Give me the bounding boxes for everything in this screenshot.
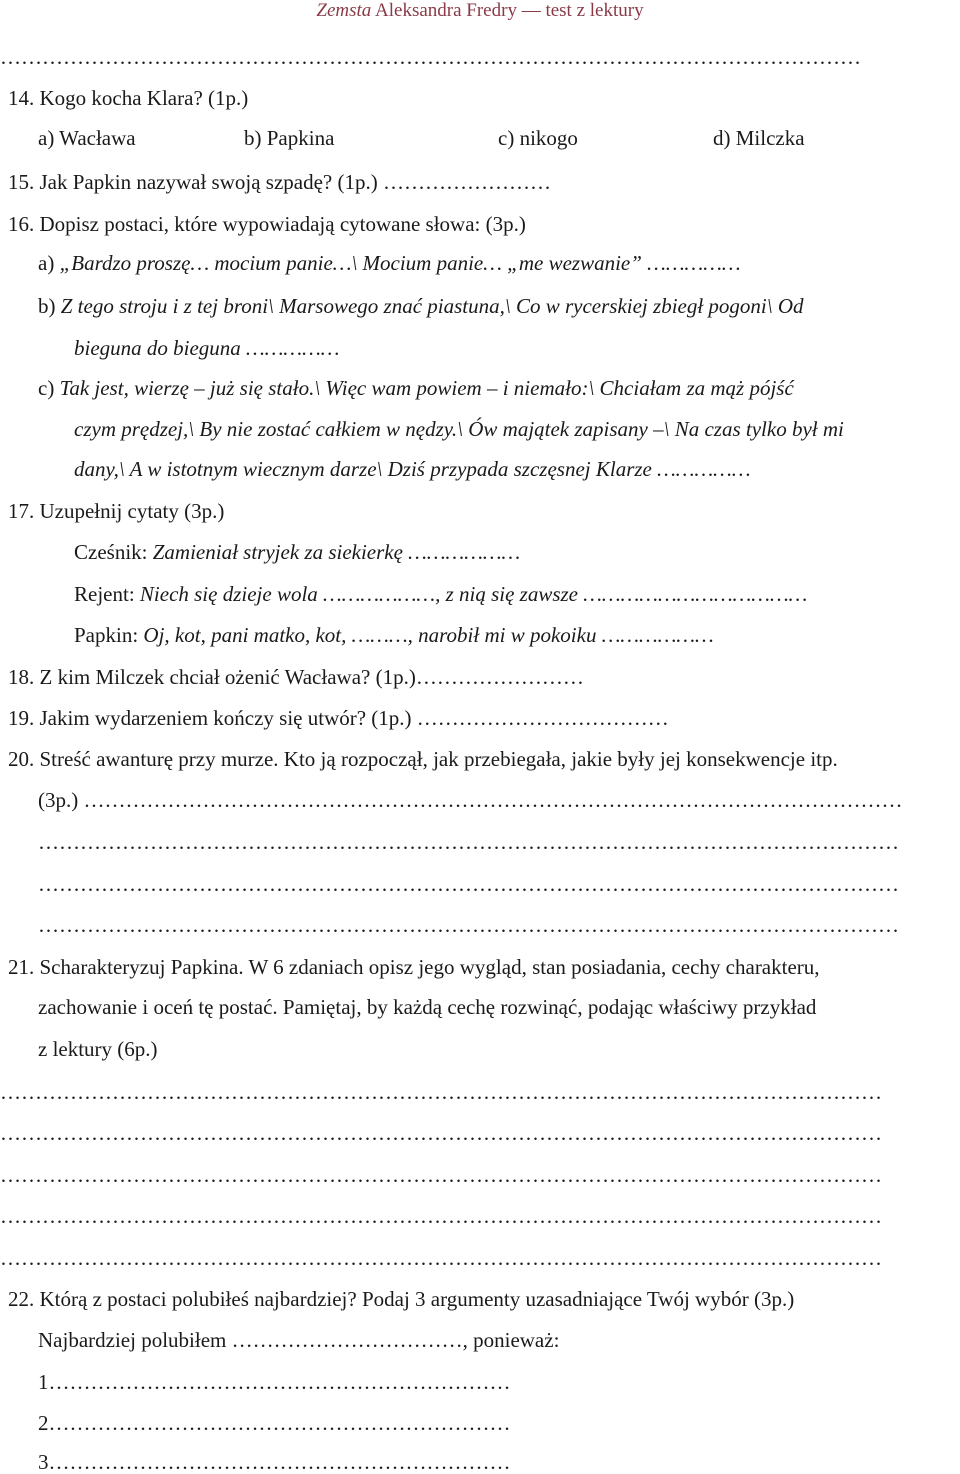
question-21-line3: z lektury (6p.) (38, 1037, 158, 1061)
option-b: b) Papkina (244, 126, 335, 150)
answer-dots: …………………………………………………………………………………………………………… (0, 45, 861, 69)
question-22-line2: Najbardziej polubiłem ……………………………, ponieważ: (38, 1328, 560, 1352)
header-title-rest: Aleksandra Fredry — test z lektury (371, 0, 644, 21)
question-22: 22. Którą z postaci polubiłeś najbardziej? Podaj 3 argumenty uzasadniające Twój wybór (3p.) (8, 1287, 795, 1311)
question-20: 20. Streść awanturę przy murze. Kto ją rozpoczął, jak przebiegała, jakie były jej konsekwencje itp. (8, 747, 838, 771)
argument-1: 1………………………………………………………… (38, 1370, 511, 1394)
quote-papkin (74, 623, 714, 647)
question-16-b (38, 294, 804, 318)
speaker-cześnik: Cześnik: (74, 540, 153, 564)
question-17: 17. Uzupełnij cytaty (3p.) (8, 499, 225, 523)
label-b: b) (38, 294, 61, 318)
quote-b-line1: Z tego stroju i z tej broni\ Marsowego znać piastuna,\ Co w rycerskiej zbiegł pogoni\ Od (60, 294, 804, 318)
question-21: 21. Scharakteryzuj Papkina. W 6 zdaniach opisz jego wygląd, stan posiadania, cechy charakteru, (8, 955, 820, 979)
option-c: c) nikogo (498, 126, 578, 150)
quote-rejent (74, 582, 807, 606)
question-16-a (38, 251, 741, 275)
page-header (0, 0, 960, 26)
question-19: 19. Jakim wydarzeniem kończy się utwór? (1p.) ……………………………… (8, 706, 669, 730)
label-a: a) (38, 251, 60, 275)
question-21-line2: zachowanie i oceń tę postać. Pamiętaj, by każdą cechę rozwinąć, podając właściwy przykład (38, 995, 817, 1019)
quote-c-line3: dany,\ A w istotnym wiecznym darze\ Dziś przypada szczęsnej Klarze …………… (74, 457, 751, 481)
question-14-options (38, 126, 938, 150)
quote-c-line1: Tak jest, wierzę – już się stało.\ Więc wam powiem – i niemało:\ Chciałam za mąż pójść (59, 376, 794, 400)
quote-cześnik (74, 540, 520, 564)
question-14: 14. Kogo kocha Klara? (1p.) (8, 86, 249, 110)
speaker-papkin: Papkin: (74, 623, 144, 647)
quote-papkin-text: Oj, kot, pani matko, kot, ………, narobił mi w pokoiku ……………… (143, 623, 714, 647)
answer-dots: ……………………………………………………………………………………………………………… (0, 1204, 882, 1228)
quote-a: „Bardzo proszę… mocium panie…\ Mocium panie… „me wezwanie” …………… (59, 251, 741, 275)
label-c: c) (38, 376, 60, 400)
header-title-italic: Zemsta (316, 0, 372, 21)
answer-dots: …………………………………………………………………………………………………………… (38, 830, 899, 854)
quote-c-line2: czym prędzej,\ By nie zostać całkiem w nędzy.\ Ów majątek zapisany –\ Na czas tylko był mi (74, 417, 844, 441)
quote-cześnik-text: Zamieniał stryjek za siekierkę ……………… (152, 540, 521, 564)
argument-2: 2………………………………………………………… (38, 1411, 511, 1435)
argument-3: 3………………………………………………………… (38, 1450, 511, 1474)
question-18: 18. Z kim Milczek chciał ożenić Wacława? (1p.)…………………… (8, 665, 584, 689)
answer-dots: ……………………………………………………………………………………………………………… (0, 1121, 882, 1145)
question-16: 16. Dopisz postaci, które wypowiadają cytowane słowa: (3p.) (8, 212, 526, 236)
question-16-c (38, 376, 794, 400)
answer-dots: …………………………………………………………………………………………………………… (38, 872, 899, 896)
speaker-rejent: Rejent: (74, 582, 140, 606)
question-15: 15. Jak Papkin nazywał swoją szpadę? (1p.) …………………… (8, 170, 551, 194)
quote-rejent-text: Niech się dzieje wola ………………, z nią się zawsze ……………………………… (139, 582, 808, 606)
question-20-points: (3p.) ……………………………………………………………………………………………………… (38, 788, 903, 812)
option-d: d) Milczka (713, 126, 805, 150)
option-a: a) Wacława (38, 126, 136, 150)
answer-dots: …………………………………………………………………………………………………………… (38, 913, 899, 937)
answer-dots: ……………………………………………………………………………………………………………… (0, 1080, 882, 1104)
answer-dots: ……………………………………………………………………………………………………………… (0, 1163, 882, 1187)
quote-b-line2: bieguna do bieguna …………… (74, 336, 340, 360)
answer-dots: ……………………………………………………………………………………………………………… (0, 1246, 882, 1270)
